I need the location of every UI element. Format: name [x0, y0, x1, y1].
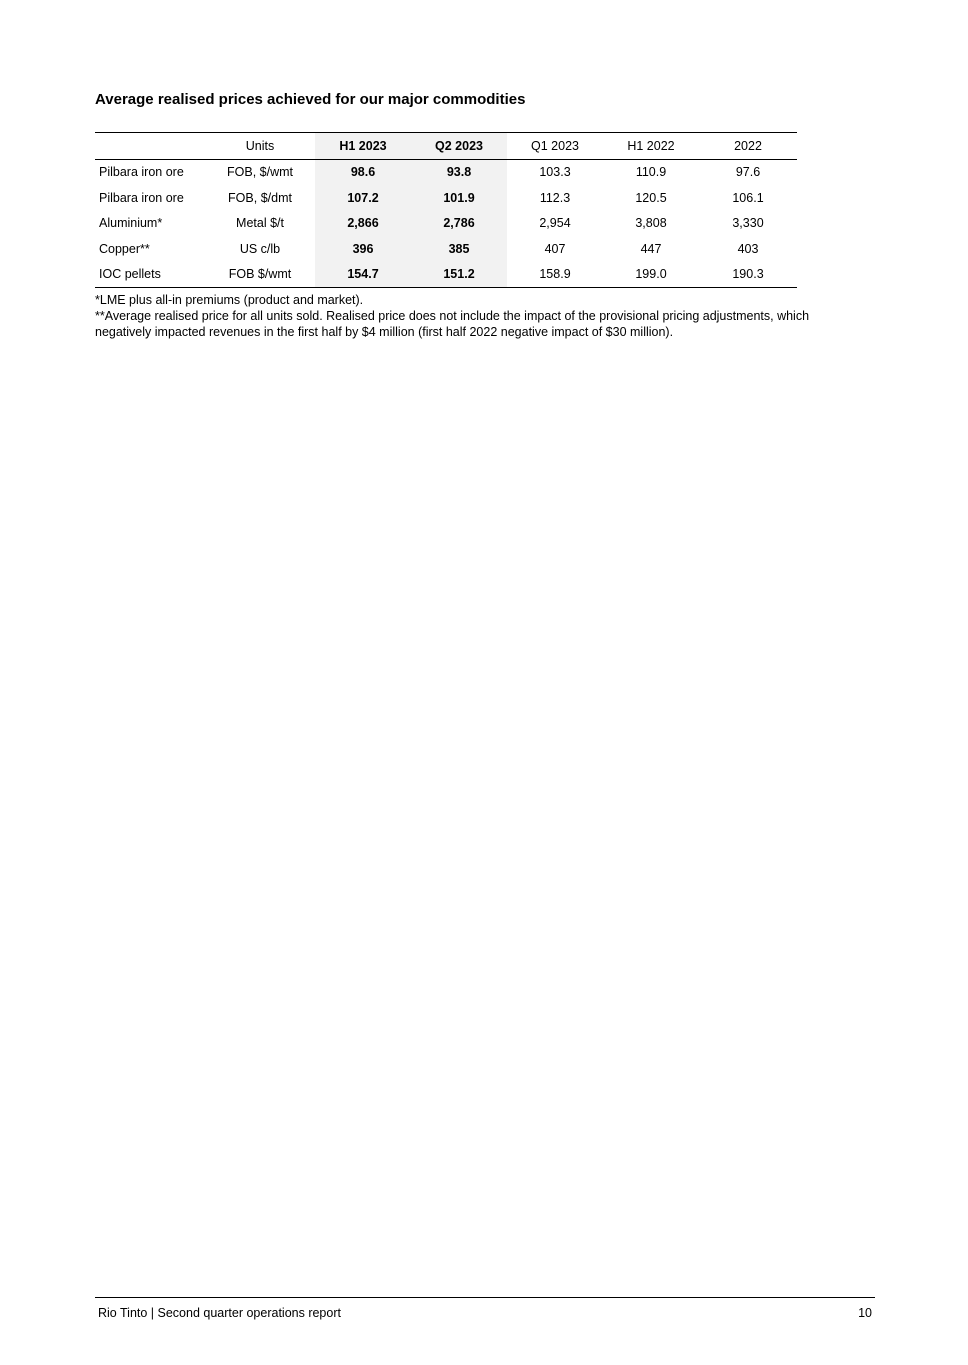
commodity-cell: Copper**	[99, 241, 150, 256]
value-cell: 120.5	[635, 190, 667, 205]
header-h1-2023: H1 2023	[315, 133, 411, 160]
value-cell: 151.2	[411, 262, 507, 288]
table-footnotes	[95, 292, 855, 340]
footnote-copper: **Average realised price for all units sold. Realised price does not include the impact of the provisional pricing adjustments, which negatively impacted revenues in the first half by $4 million (first half 2022 negative impact of $30 million).	[95, 309, 810, 339]
value-cell: 112.3	[539, 190, 571, 205]
value-cell: 403	[737, 241, 759, 256]
value-cell: 106.1	[732, 190, 764, 205]
table-row	[95, 159, 797, 185]
units-cell: US c/lb	[239, 241, 281, 256]
footnote-aluminium: *LME plus all-in premiums (product and market).	[95, 293, 364, 307]
value-cell: 97.6	[735, 165, 761, 180]
value-cell: 107.2	[315, 185, 411, 211]
page-number: 10	[858, 1306, 872, 1320]
value-cell: 98.6	[315, 159, 411, 185]
commodity-cell: Aluminium*	[99, 216, 163, 231]
value-cell: 396	[315, 236, 411, 262]
table-row	[95, 211, 797, 237]
commodity-cell: Pilbara iron ore	[99, 190, 184, 205]
value-cell: 154.7	[315, 262, 411, 288]
header-h1-2022: H1 2022	[627, 138, 675, 153]
units-cell: Metal $/t	[236, 216, 284, 231]
table-row	[95, 262, 797, 288]
table-row	[95, 185, 797, 211]
value-cell: 3,808	[635, 216, 667, 231]
header-units: Units	[245, 138, 275, 153]
units-cell: FOB, $/dmt	[228, 190, 292, 205]
table-row	[95, 236, 797, 262]
value-cell: 158.9	[539, 267, 571, 282]
units-cell: FOB $/wmt	[228, 267, 292, 282]
header-name	[95, 133, 205, 160]
value-cell: 447	[640, 241, 662, 256]
value-cell: 101.9	[411, 185, 507, 211]
value-cell: 190.3	[732, 267, 764, 282]
value-cell: 110.9	[635, 165, 667, 180]
table-header-row	[95, 133, 797, 160]
page-title: Average realised prices achieved for our major commodities	[95, 91, 526, 108]
commodity-cell: Pilbara iron ore	[99, 165, 184, 180]
footer-report-title: Rio Tinto | Second quarter operations report	[98, 1306, 341, 1320]
header-2022: 2022	[734, 138, 762, 153]
value-cell: 2,786	[411, 211, 507, 237]
header-q2-2023: Q2 2023	[411, 133, 507, 160]
value-cell: 2,954	[539, 216, 571, 231]
value-cell: 103.3	[539, 165, 571, 180]
header-q1-2023: Q1 2023	[531, 138, 579, 153]
commodity-cell: IOC pellets	[99, 267, 161, 282]
value-cell: 2,866	[315, 211, 411, 237]
value-cell: 407	[544, 241, 566, 256]
units-cell: FOB, $/wmt	[227, 165, 293, 180]
footer-divider	[95, 1297, 875, 1298]
value-cell: 199.0	[635, 267, 667, 282]
value-cell: 93.8	[411, 159, 507, 185]
value-cell: 3,330	[732, 216, 764, 231]
value-cell: 385	[411, 236, 507, 262]
realised-prices-table	[95, 132, 797, 288]
